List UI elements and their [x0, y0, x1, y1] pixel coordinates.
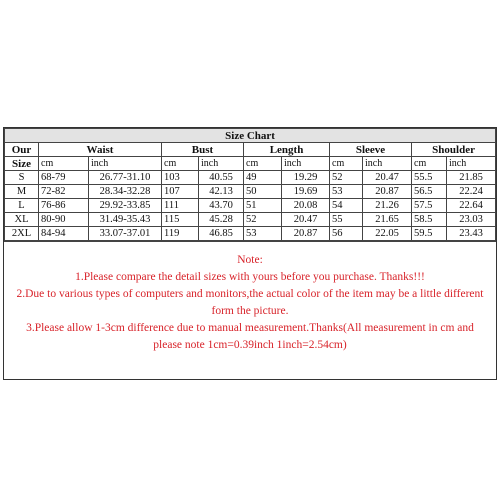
cell-length-in: 19.29 — [282, 171, 330, 185]
header-our: Our — [5, 143, 39, 157]
cell-waist-cm: 80-90 — [39, 213, 89, 227]
header-waist: Waist — [39, 143, 162, 157]
cell-sleeve-cm: 55 — [330, 213, 363, 227]
subheader-row — [5, 157, 496, 171]
header-shoulder: Shoulder — [412, 143, 496, 157]
waist-cm-header: cm — [39, 157, 89, 171]
cell-sleeve-in: 21.65 — [363, 213, 412, 227]
cell-bust-cm: 103 — [162, 171, 199, 185]
cell-length-in: 20.87 — [282, 227, 330, 241]
cell-waist-in: 31.49-35.43 — [89, 213, 162, 227]
cell-bust-cm: 111 — [162, 199, 199, 213]
cell-shoulder-cm: 59.5 — [412, 227, 447, 241]
shoulder-inch-header: inch — [447, 157, 496, 171]
cell-size: M — [5, 185, 39, 199]
cell-sleeve-cm: 56 — [330, 227, 363, 241]
cell-bust-cm: 107 — [162, 185, 199, 199]
sleeve-cm-header: cm — [330, 157, 363, 171]
cell-shoulder-in: 22.64 — [447, 199, 496, 213]
header-size: Size — [5, 157, 39, 171]
cell-shoulder-cm: 58.5 — [412, 213, 447, 227]
cell-length-cm: 50 — [244, 185, 282, 199]
cell-bust-in: 42.13 — [199, 185, 244, 199]
cell-waist-in: 26.77-31.10 — [89, 171, 162, 185]
header-bust: Bust — [162, 143, 244, 157]
note-line-2b: form the picture. — [211, 305, 289, 317]
cell-shoulder-in: 21.85 — [447, 171, 496, 185]
cell-sleeve-cm: 52 — [330, 171, 363, 185]
cell-bust-in: 40.55 — [199, 171, 244, 185]
size-chart — [3, 127, 497, 380]
header-row — [5, 143, 496, 157]
cell-shoulder-cm: 55.5 — [412, 171, 447, 185]
cell-size: L — [5, 199, 39, 213]
header-sleeve: Sleeve — [330, 143, 412, 157]
waist-inch-header: inch — [89, 157, 162, 171]
title-row — [5, 129, 496, 143]
table-row — [5, 213, 496, 227]
cell-waist-cm: 84-94 — [39, 227, 89, 241]
cell-waist-in: 29.92-33.85 — [89, 199, 162, 213]
cell-bust-cm: 119 — [162, 227, 199, 241]
size-table — [4, 128, 496, 241]
shoulder-cm-header: cm — [412, 157, 447, 171]
cell-waist-cm: 72-82 — [39, 185, 89, 199]
cell-size: 2XL — [5, 227, 39, 241]
cell-shoulder-in: 23.03 — [447, 213, 496, 227]
length-inch-header: inch — [282, 157, 330, 171]
cell-size: XL — [5, 213, 39, 227]
cell-bust-cm: 115 — [162, 213, 199, 227]
notes-section — [4, 241, 496, 379]
cell-sleeve-in: 22.05 — [363, 227, 412, 241]
cell-waist-in: 28.34-32.28 — [89, 185, 162, 199]
cell-length-in: 20.47 — [282, 213, 330, 227]
cell-shoulder-in: 22.24 — [447, 185, 496, 199]
note-line-3a: 3.Please allow 1-3cm difference due to manual measurement.Thanks(All measurement in cm and — [26, 322, 474, 334]
cell-sleeve-cm: 54 — [330, 199, 363, 213]
length-cm-header: cm — [244, 157, 282, 171]
note-line-2a: 2.Due to various types of computers and monitors,the actual color of the item may be a little different — [16, 288, 484, 300]
cell-shoulder-cm: 56.5 — [412, 185, 447, 199]
cell-waist-in: 33.07-37.01 — [89, 227, 162, 241]
cell-bust-in: 45.28 — [199, 213, 244, 227]
bust-cm-header: cm — [162, 157, 199, 171]
cell-shoulder-in: 23.43 — [447, 227, 496, 241]
cell-bust-in: 46.85 — [199, 227, 244, 241]
cell-shoulder-cm: 57.5 — [412, 199, 447, 213]
table-row — [5, 171, 496, 185]
cell-length-cm: 52 — [244, 213, 282, 227]
cell-waist-cm: 68-79 — [39, 171, 89, 185]
chart-title: Size Chart — [5, 129, 496, 143]
table-row — [5, 227, 496, 241]
sleeve-inch-header: inch — [363, 157, 412, 171]
table-row — [5, 199, 496, 213]
cell-length-in: 20.08 — [282, 199, 330, 213]
cell-size: S — [5, 171, 39, 185]
table-row — [5, 185, 496, 199]
note-line-3b: please note 1cm=0.39inch 1inch=2.54cm) — [153, 339, 347, 351]
cell-sleeve-cm: 53 — [330, 185, 363, 199]
cell-length-cm: 51 — [244, 199, 282, 213]
notes-heading: Note: — [237, 254, 263, 266]
header-length: Length — [244, 143, 330, 157]
note-line-1: 1.Please compare the detail sizes with yours before you purchase. Thanks!!! — [75, 271, 425, 283]
cell-length-cm: 53 — [244, 227, 282, 241]
cell-sleeve-in: 20.87 — [363, 185, 412, 199]
cell-waist-cm: 76-86 — [39, 199, 89, 213]
cell-length-cm: 49 — [244, 171, 282, 185]
bust-inch-header: inch — [199, 157, 244, 171]
cell-sleeve-in: 20.47 — [363, 171, 412, 185]
cell-length-in: 19.69 — [282, 185, 330, 199]
cell-bust-in: 43.70 — [199, 199, 244, 213]
cell-sleeve-in: 21.26 — [363, 199, 412, 213]
